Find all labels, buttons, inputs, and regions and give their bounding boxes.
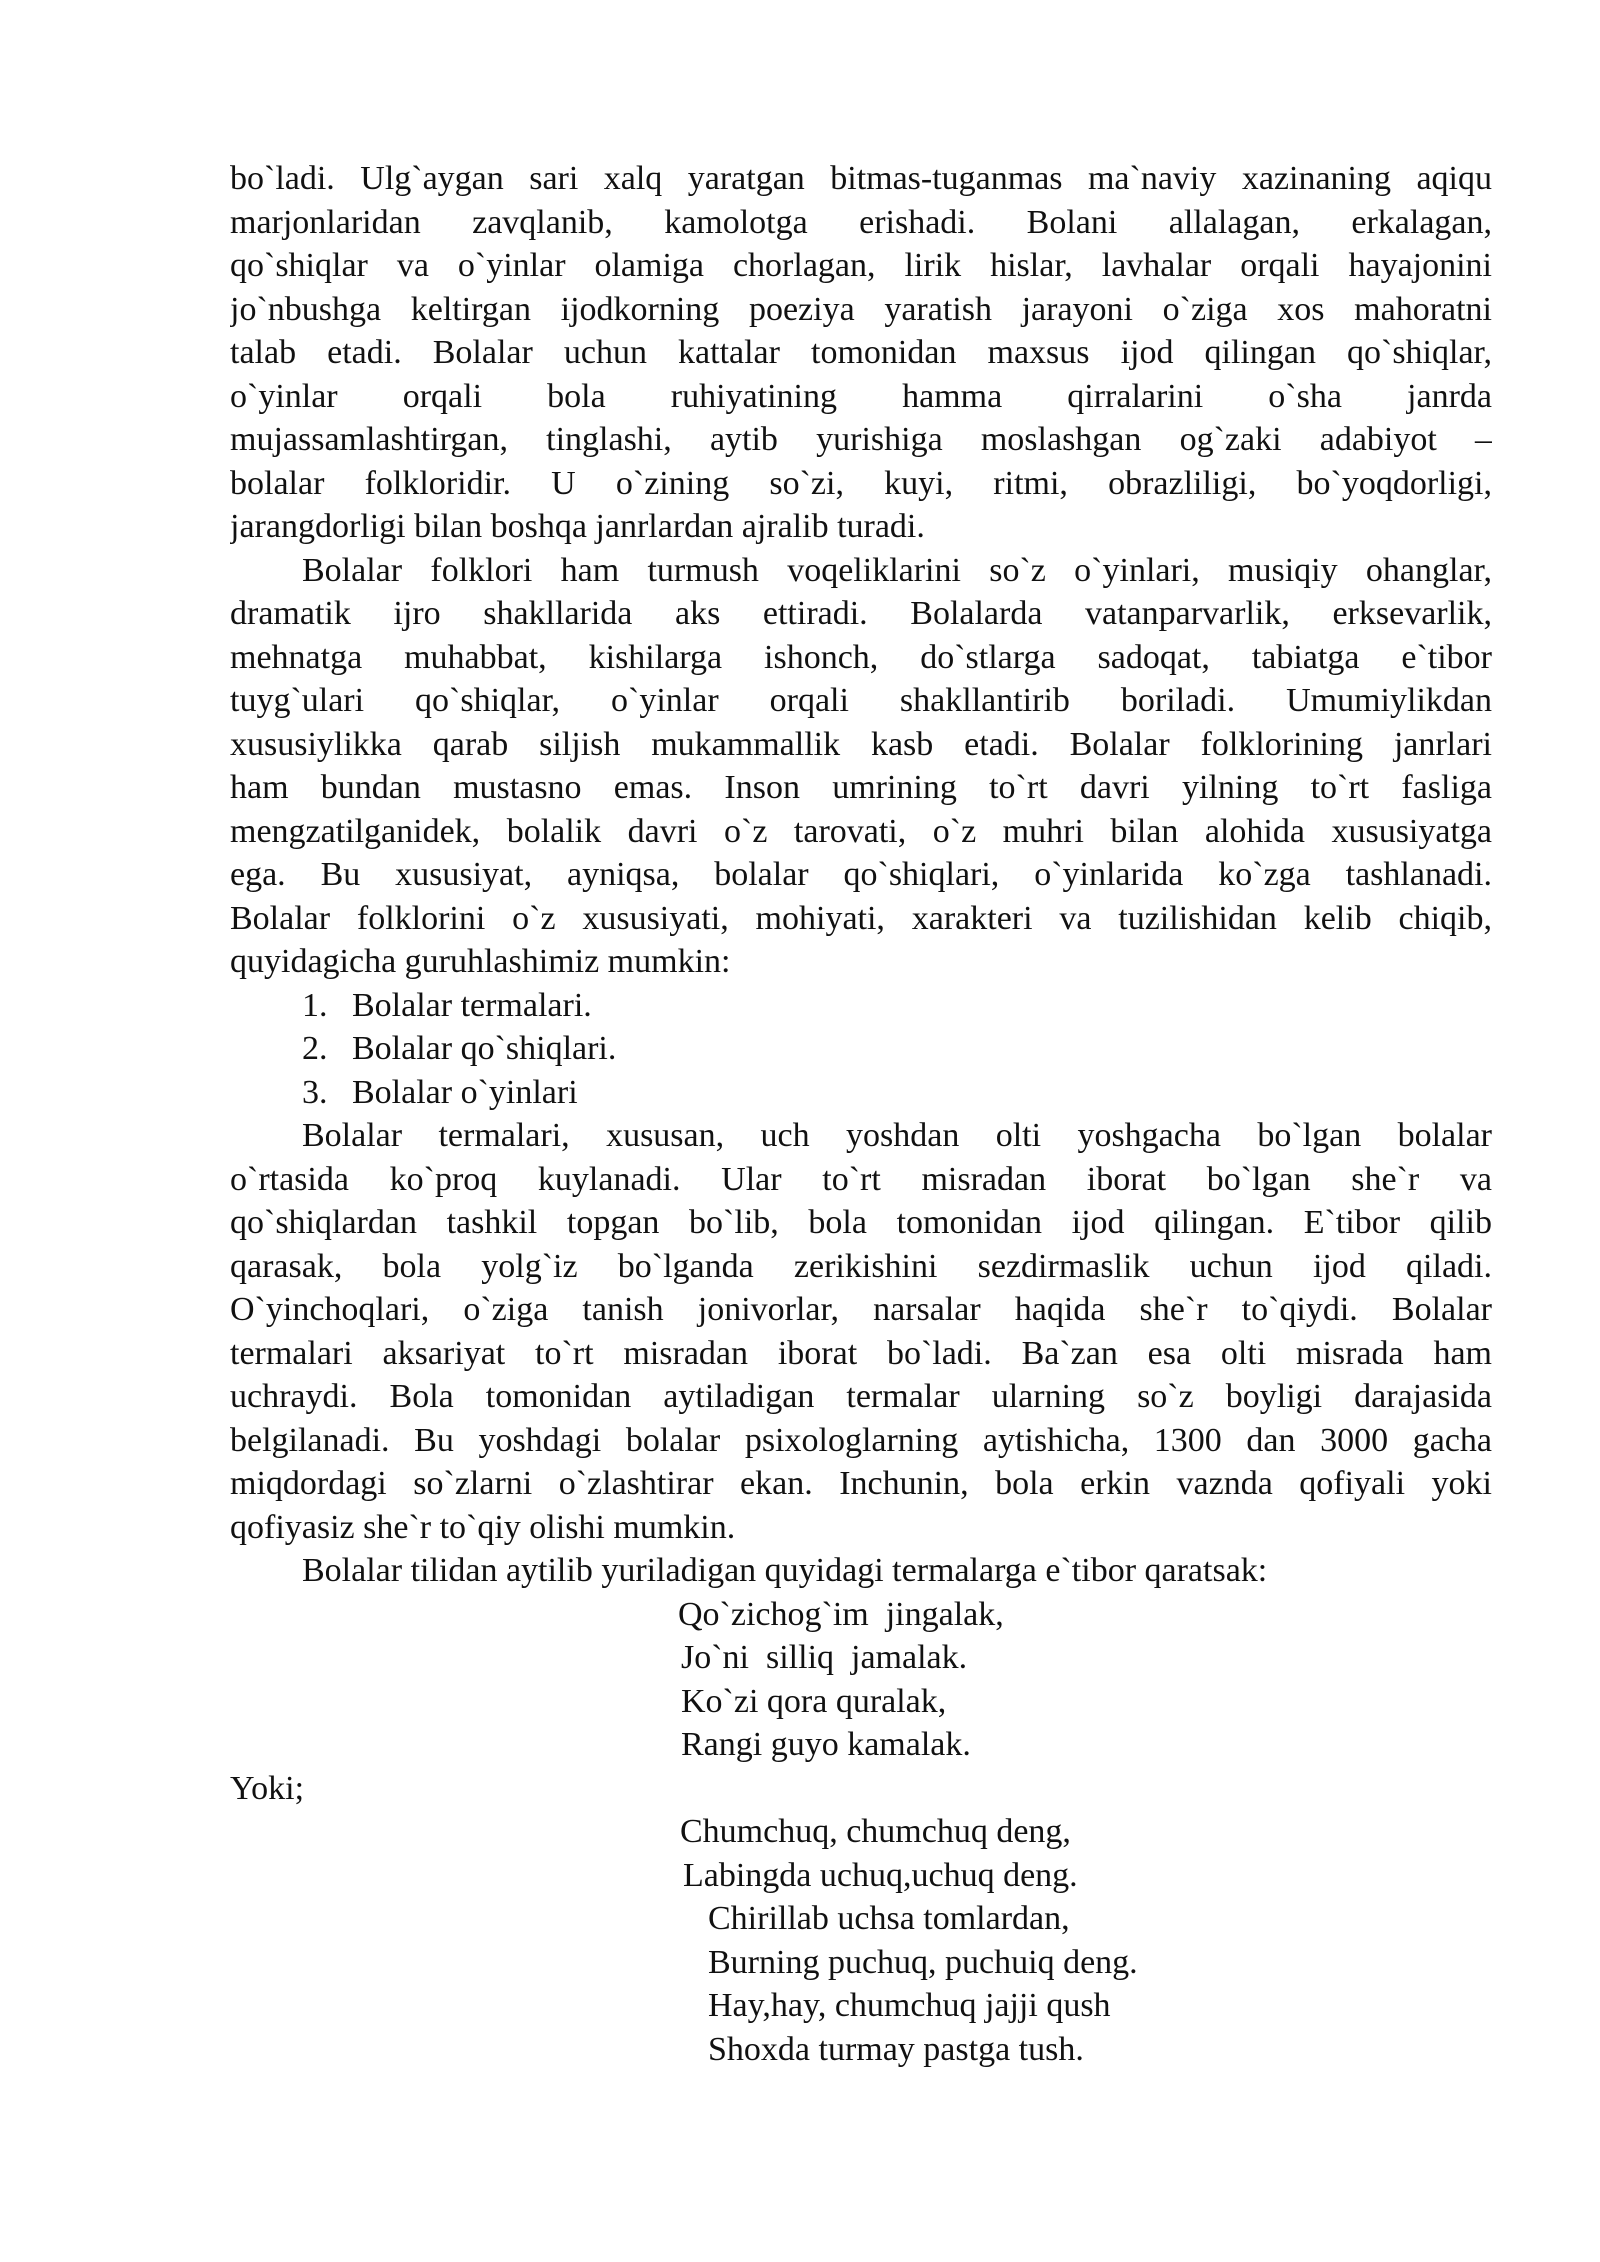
paragraph-line: Bolalar folklorini o`z xususiyati, mohiyati, xarakteri va tuzilishidan kelib chiqib,: [230, 899, 1492, 937]
paragraph-line: qo`shiqlar va o`yinlar olamiga chorlagan, lirik hislar, lavhalar orqali hayajonini: [230, 247, 1492, 284]
paragraph-line: belgilanadi. Bu yoshdagi bolalar psixologlarning aytishicha, 1300 dan 3000 gacha: [230, 1421, 1492, 1459]
paragraph-line: qofiyasiz she`r to`qiy olishi mumkin.: [230, 1508, 736, 1546]
paragraph-2: [230, 549, 1492, 984]
paragraph-line: talab etadi. Bolalar uchun kattalar tomonidan maxsus ijod qilingan qo`shiqlar,: [230, 334, 1492, 371]
intro-line: Bolalar tilidan aytilib yuriladigan quyidagi termalarga e`tibor qaratsak:: [302, 1552, 1268, 1589]
paragraph-line: ham bundan mustasno emas. Inson umrining to`rt davri yilning to`rt fasliga: [230, 769, 1492, 806]
verse-line: Hay,hay, chumchuq jajji qush: [708, 1987, 1111, 2024]
paragraph-1: [230, 157, 1492, 549]
paragraph-line: uchraydi. Bola tomonidan aytiladigan termalar ularning so`z boyligi darajasida: [230, 1378, 1492, 1415]
list-text: Bolalar o`yinlari: [352, 1073, 578, 1111]
paragraph-3: [230, 1114, 1492, 1549]
paragraph-line: Bolalar folklori ham turmush voqeliklarini so`z o`yinlari, musiqiy ohanglar,: [302, 551, 1492, 589]
verse-line: Chumchuq, chumchuq deng,: [680, 1813, 1071, 1850]
paragraph-line: xususiylikka qarab siljish mukammallik kasb etadi. Bolalar folklorining janrlari: [230, 725, 1492, 763]
paragraph-line: o`yinlar orqali bola ruhiyatining hamma qirralarini o`sha janrda: [230, 377, 1492, 415]
verse-line: Jo`ni silliq jamalak.: [681, 1639, 968, 1676]
paragraph-line: termalari aksariyat to`rt misradan iborat bo`ladi. Ba`zan esa olti misrada ham: [230, 1334, 1492, 1372]
verse-line: Shoxda turmay pastga tush.: [708, 2030, 1084, 2068]
paragraph-line: o`rtasida ko`proq kuylanadi. Ular to`rt misradan iborat bo`lgan she`r va: [230, 1160, 1492, 1198]
verse-line: Labingda uchuq,uchuq deng.: [683, 1856, 1078, 1894]
paragraph-line: mengzatilganidek, bolalik davri o`z tarovati, o`z muhri bilan alohida xususiyatga: [230, 812, 1492, 850]
verse-line: Qo`zichog`im jingalak,: [678, 1595, 1004, 1633]
paragraph-line: ega. Bu xususiyat, ayniqsa, bolalar qo`shiqlari, o`yinlarida ko`zga tashlanadi.: [230, 856, 1492, 893]
paragraph-line: jarangdorligi bilan boshqa janrlardan ajralib turadi.: [230, 508, 925, 545]
verse-line: Ko`zi qora quralak,: [681, 1682, 947, 1720]
verse-line: Rangi guyo kamalak.: [681, 1726, 971, 1763]
paragraph-line: marjonlaridan zavqlanib, kamolotga erishadi. Bolani allalagan, erkalagan,: [230, 203, 1492, 241]
list-item: [302, 984, 592, 1028]
list-number: 1.: [302, 986, 328, 1024]
paragraph-line: mehnatga muhabbat, kishilarga ishonch, do`stlarga sadoqat, tabiatga e`tibor: [230, 638, 1492, 676]
paragraph-line: dramatik ijro shakllarida aks ettiradi. Bolalarda vatanparvarlik, erksevarlik,: [230, 595, 1492, 632]
paragraph-line: mujassamlashtirgan, tinglashi, aytib yurishiga moslashgan og`zaki adabiyot –: [230, 421, 1492, 458]
or-label: Yoki;: [230, 1769, 305, 1807]
paragraph-line: qarasak, bola yolg`iz bo`lganda zerikishini sezdirmaslik uchun ijod qiladi.: [230, 1247, 1492, 1285]
paragraph-line: Bolalar termalari, xususan, uch yoshdan olti yoshgacha bo`lgan bolalar: [302, 1117, 1492, 1154]
verse-line: Burning puchuq, puchuiq deng.: [708, 1943, 1138, 1981]
list-number: 3.: [302, 1073, 328, 1111]
paragraph-line: qo`shiqlardan tashkil topgan bo`lib, bola tomonidan ijod qilingan. E`tibor qilib: [230, 1204, 1492, 1241]
list-item: [302, 1027, 616, 1071]
paragraph-line: miqdordagi so`zlarni o`zlashtirar ekan. Inchunin, bola erkin vaznda qofiyali yoki: [230, 1465, 1492, 1502]
paragraph-line: tuyg`ulari qo`shiqlar, o`yinlar orqali shakllantirib boriladi. Umumiylikdan: [230, 682, 1492, 719]
paragraph-line: quyidagicha guruhlashimiz mumkin:: [230, 943, 731, 980]
paragraph-line: jo`nbushga keltirgan ijodkorning poeziya yaratish jarayoni o`ziga xos mahoratni: [230, 290, 1492, 328]
list-item: [302, 1071, 578, 1115]
verse-line: Chirillab uchsa tomlardan,: [708, 1900, 1070, 1937]
paragraph-line: bo`ladi. Ulg`aygan sari xalq yaratgan bitmas-tuganmas ma`naviy xazinaning aqiqu: [230, 160, 1492, 197]
paragraph-line: O`yinchoqlari, o`ziga tanish jonivorlar, narsalar haqida she`r to`qiydi. Bolalar: [230, 1291, 1492, 1328]
list-number: 2.: [302, 1030, 328, 1067]
list-text: Bolalar termalari.: [352, 986, 592, 1024]
paragraph-line: bolalar folkloridir. U o`zining so`zi, kuyi, ritmi, obrazliligi, bo`yoqdorligi,: [230, 464, 1492, 502]
list-text: Bolalar qo`shiqlari.: [352, 1030, 617, 1067]
